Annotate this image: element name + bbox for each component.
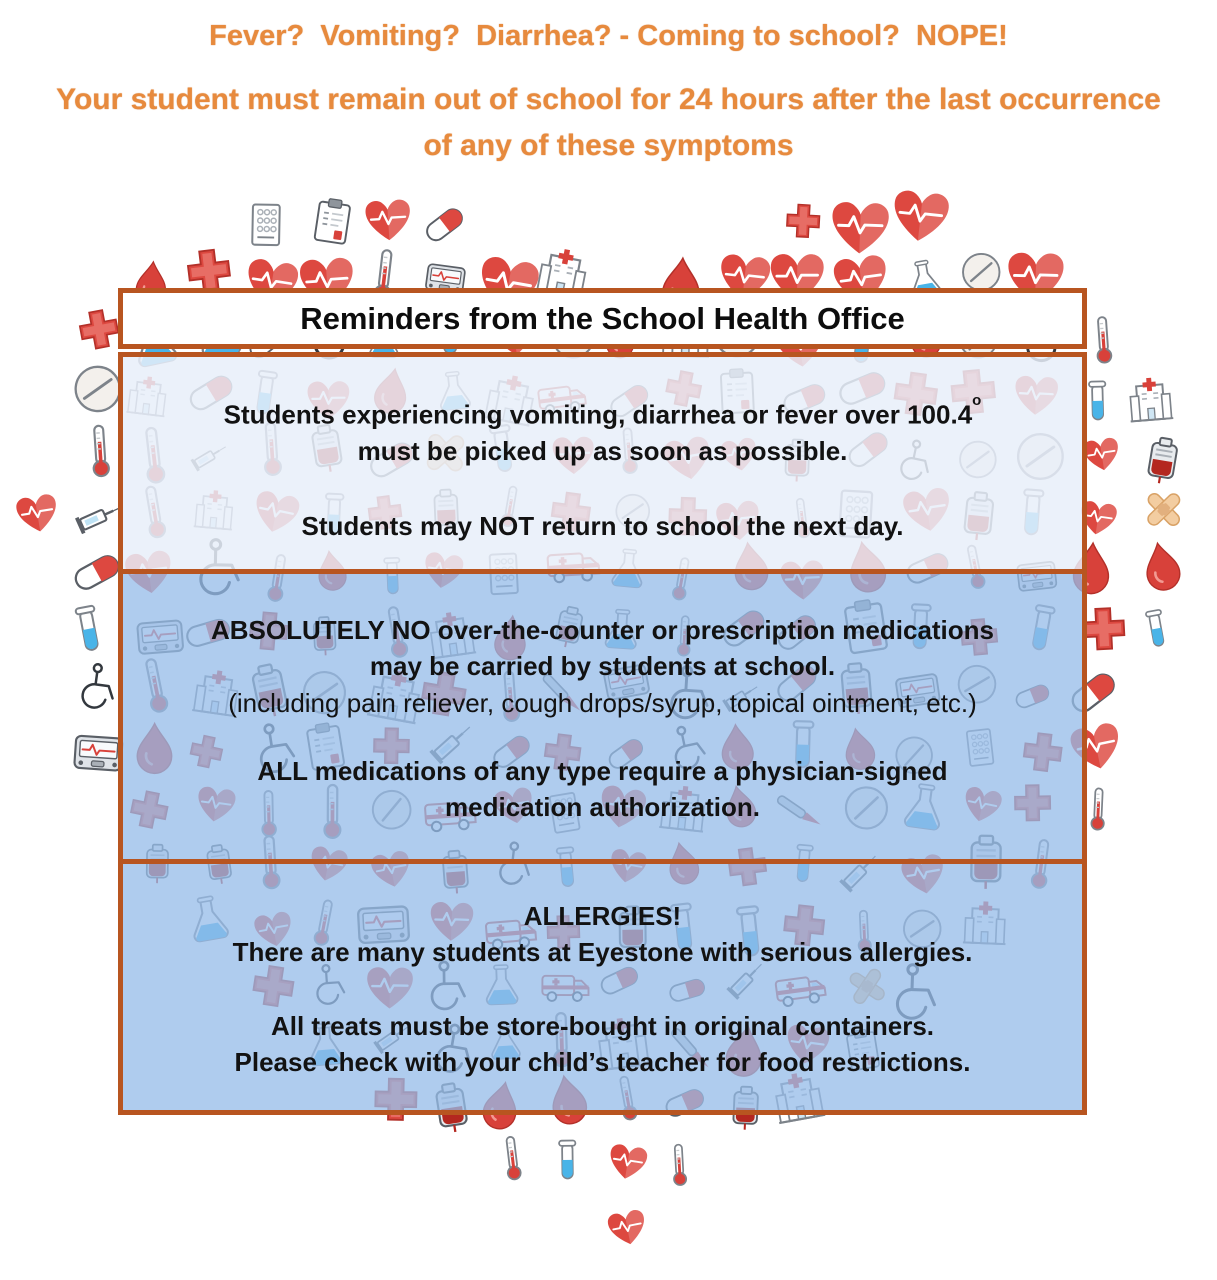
test-tube-icon [75, 605, 102, 651]
capsule-icon [72, 552, 122, 592]
allergies-line-3: All treats must be store-bought in original containers. [270, 1011, 935, 1041]
blood-drop-icon [1141, 540, 1182, 593]
heart-ekg-icon [15, 493, 60, 535]
red-cross-icon [1082, 608, 1125, 651]
thermometer-icon [672, 1144, 686, 1185]
heading-24-hour-rule-line1: Your student must remain out of school for 24 hours after the last occurrence [56, 83, 1161, 116]
illness-line-1 [123, 392, 1082, 433]
degree-superscript: o [972, 392, 982, 409]
heart-ekg-icon [1082, 437, 1121, 473]
section-medication-policy [123, 569, 1082, 859]
heart-ekg-icon [365, 199, 412, 242]
thermometer-icon [1095, 317, 1112, 363]
medication-line-5: medication authorization. [445, 792, 760, 822]
section-allergies [123, 859, 1082, 1110]
heading-symptoms-question: Fever? Vomiting? Diarrhea? - Coming to school? NOPE! [209, 20, 1008, 52]
medication-line-4: ALL medications of any type require a physician-signed [257, 756, 948, 786]
illness-line-1-text: Students experiencing vomiting, diarrhea or fever over 100.4 [223, 399, 973, 430]
heart-ekg-icon [831, 202, 889, 255]
clipboard-icon [314, 197, 351, 244]
pill-strip-icon [252, 204, 280, 245]
section-illness-policy [123, 357, 1082, 569]
heart-ekg-icon [606, 1209, 648, 1248]
wheelchair-icon [81, 663, 117, 710]
capsule-icon [420, 204, 468, 245]
page-title: Reminders from the School Health Office [300, 300, 905, 336]
thermometer-icon [504, 1136, 522, 1180]
allergies-line-4: Please check with your child’s teacher for food restrictions. [234, 1047, 971, 1077]
heart-ekg-icon [891, 189, 950, 243]
red-cross-icon [786, 204, 820, 238]
tablet-icon [74, 365, 122, 413]
allergies-line-1: ALLERGIES! [523, 901, 682, 931]
red-cross-icon [78, 308, 121, 351]
thermometer-icon [1091, 788, 1105, 830]
medication-line-1: ABSOLUTELY NO over-the-counter or prescription medications [210, 615, 995, 645]
illness-line-2: must be picked up as soon as possible. [357, 435, 848, 466]
test-tube-icon [559, 1141, 576, 1179]
medication-line-3: (including pain reliever, cough drops/syrup, topical ointment, etc.) [228, 688, 977, 718]
medication-line-2: may be carried by students at school. [369, 651, 836, 681]
test-tube-icon [1089, 381, 1106, 419]
ekg-monitor-icon [74, 736, 122, 771]
allergies-line-2: There are many students at Eyestone with serious allergies. [232, 937, 973, 967]
illness-line-3: Students may NOT return to school the next day. [301, 510, 904, 541]
test-tube-icon [1146, 610, 1167, 648]
heart-ekg-icon [607, 1143, 649, 1182]
thermometer-icon [91, 425, 109, 476]
blood-bag-icon [1147, 437, 1179, 486]
title-box [118, 288, 1087, 349]
tablet-icon [963, 254, 1000, 291]
red-cross-icon [186, 248, 231, 293]
heading-24-hour-rule-line2: of any of these symptoms [423, 129, 794, 162]
hospital-icon [1127, 376, 1173, 421]
bandage-cross-icon [1145, 491, 1182, 528]
info-panel [118, 352, 1087, 1115]
